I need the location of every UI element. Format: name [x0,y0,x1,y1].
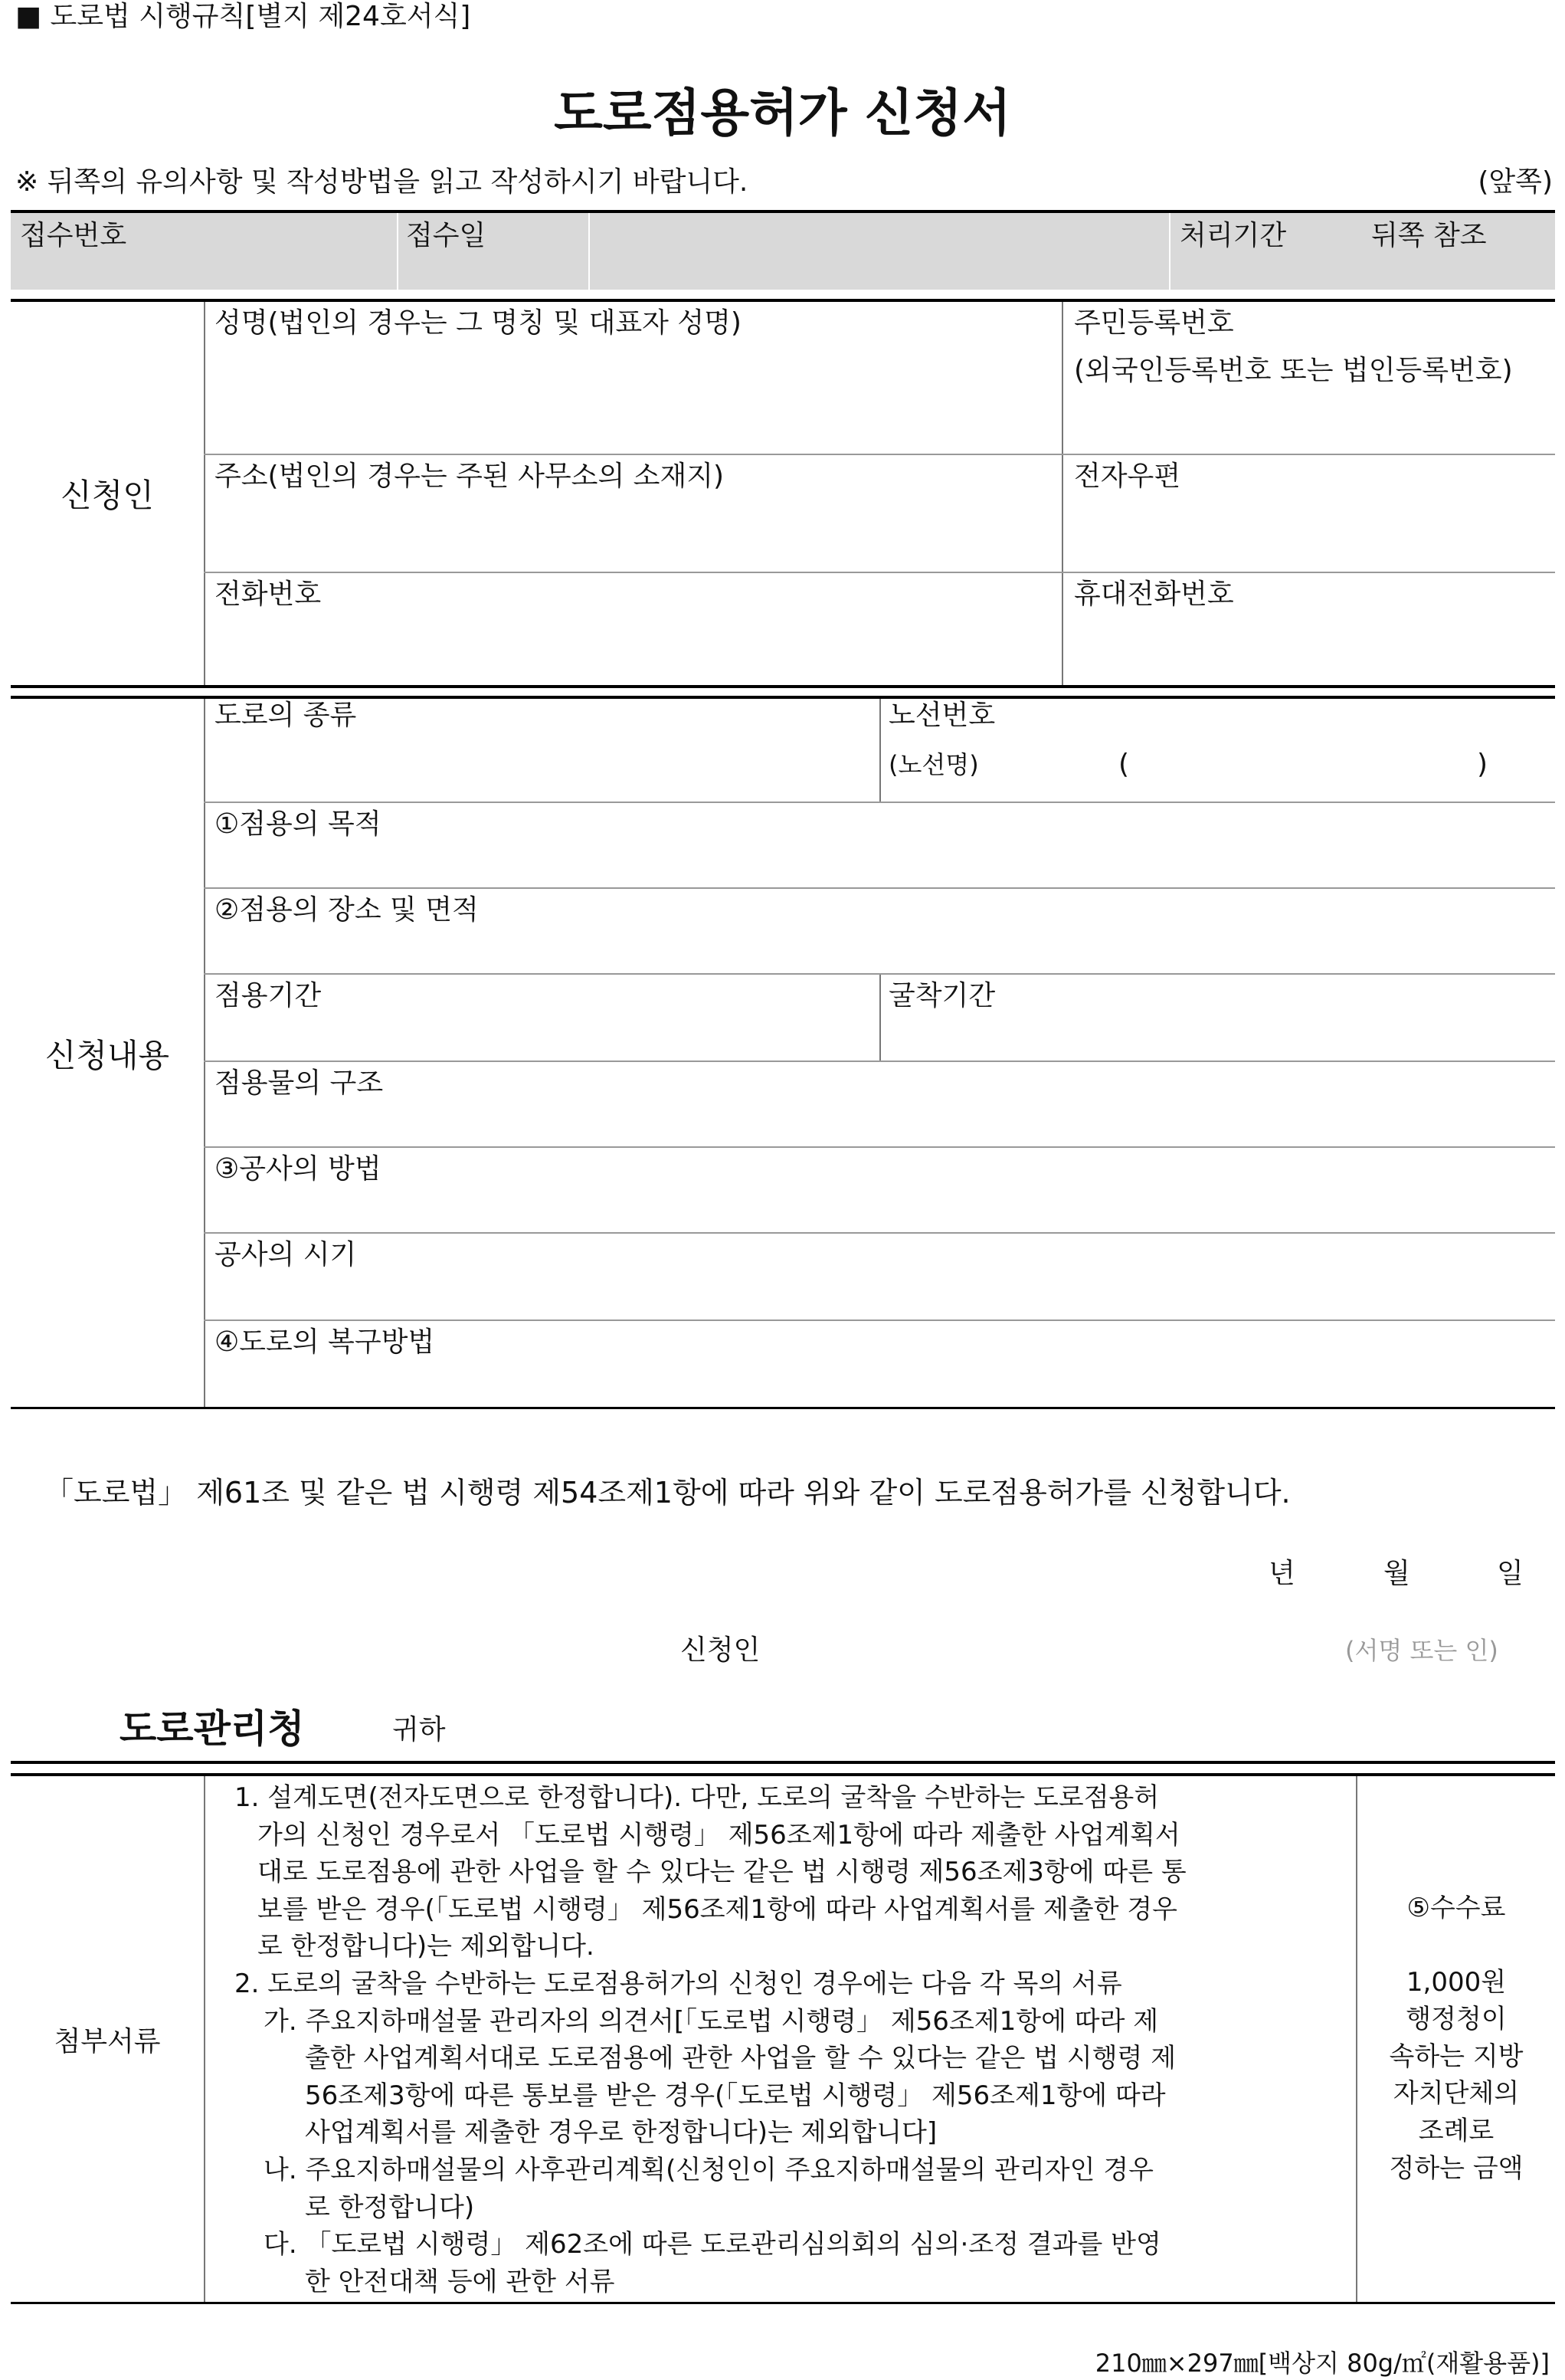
attachment-line: 보를 받은 경우(「도로법 시행령」 제56조제1항에 따라 사업계획서를 제출한 경우 [257,1893,1177,1925]
restoration-method-label: ④도로의 복구방법 [214,1326,435,1358]
paper-spec: 210㎜×297㎜[백상지 80g/㎡(재활용품)] [1095,2349,1550,2378]
fee-line: 행정청이 [1406,2004,1507,2035]
structure-field[interactable] [205,1102,1554,1145]
mobile-label: 휴대전화번호 [1074,579,1234,610]
purpose-label: ①점용의 목적 [214,808,381,840]
route-number-label: 노선번호 [889,700,996,731]
construction-method-field[interactable] [205,1188,1554,1231]
location-area-field[interactable] [205,929,1554,972]
attachment-line: 가. 주요지하매설물 관리자의 의견서[「도로법 시행령」 제56조제1항에 따라 제 [264,2005,1159,2037]
fee-line: 1,000원 [1406,1966,1507,1998]
resident-number-label: 주민등록번호 [1074,307,1234,339]
route-name-open-paren: ( [1118,749,1130,780]
construction-timing-field[interactable] [205,1274,1554,1318]
road-type-label: 도로의 종류 [214,700,357,731]
recipient-label: 도로관리청 [120,1706,305,1751]
attachment-line: 한 안전대책 등에 관한 서류 [305,2266,615,2297]
applicant-section-label: 신청인 [61,477,154,514]
address-label: 주소(법인의 경우는 주된 사무소의 소재지) [214,461,725,492]
attachments-list [214,1779,1348,2300]
attachment-line: 가의 신청인 경우로서 「도로법 시행령」 제56조제1항에 따라 제출한 사업계획서 [257,1819,1180,1851]
receipt-box [11,211,1555,290]
attachments-label: 첨부서류 [54,2025,161,2057]
address-field[interactable] [205,497,1060,570]
route-name-label: (노선명) [889,750,979,779]
declaration-statement: 「도로법」 제61조 및 같은 법 시행령 제54조제1항에 따라 위와 같이 도로점용허가를 신청합니다. [44,1476,1291,1510]
page-title: 도로점용허가 신청서 [554,84,1011,143]
phone-label: 전화번호 [214,579,322,610]
attachment-line: 출한 사업계획서대로 도로점용에 관한 사업을 할 수 있다는 같은 법 시행령 제 [305,2043,1177,2074]
email-field[interactable] [1065,497,1554,570]
mobile-field[interactable] [1065,615,1554,684]
sign-or-seal-label: (서명 또는 인) [1345,1636,1498,1665]
construction-method-label: ③공사의 방법 [214,1153,381,1185]
form-reference: ■ 도로법 시행규칙[별지 제24호서식] [15,1,471,32]
phone-field[interactable] [205,615,1060,684]
fee-line: 조례로 [1418,2115,1495,2146]
fee-line: 자치단체의 [1393,2078,1520,2110]
fee-title: ⑤수수료 [1406,1893,1506,1923]
fee-box [1357,1890,1555,2187]
construction-timing-label: 공사의 시기 [214,1239,357,1270]
restoration-method-field[interactable] [205,1361,1554,1407]
purpose-field[interactable] [205,843,1554,886]
receipt-date-label: 접수일 [406,220,486,251]
attachment-line: 나. 주요지하매설물의 사후관리계획(신청인이 주요지하매설물의 관리자인 경우 [264,2154,1154,2185]
route-name-field[interactable] [1134,751,1471,782]
processing-period-label: 처리기간 [1180,220,1287,251]
occupancy-period-label: 점용기간 [214,980,322,1011]
applicant-name-field[interactable] [205,343,1060,451]
month-label: 월 [1383,1558,1410,1589]
notice-text: ※ 뒤쪽의 유의사항 및 작성방법을 읽고 작성하시기 바랍니다. [15,166,748,198]
attachment-line: 로 한정합니다) [305,2192,475,2223]
attachment-line: 1. 설계도면(전자도면으로 한정합니다). 다만, 도로의 굴착을 수반하는 도로점용허 [234,1782,1160,1813]
processing-period-value: 뒤쪽 참조 [1371,220,1487,251]
day-label: 일 [1497,1558,1524,1589]
attachment-line: 2. 도로의 굴착을 수반하는 도로점용허가의 신청인 경우에는 다음 각 목의 서류 [234,1968,1122,1999]
attachment-line: 56조제3항에 따른 통보를 받은 경우(「도로법 시행령」 제56조제1항에 따라 [305,2080,1166,2111]
signature-name-field[interactable] [774,1632,1325,1669]
honorific-label: 귀하 [392,1714,446,1746]
year-label: 년 [1269,1558,1295,1589]
attachment-line: 대로 도로점용에 관한 사업을 할 수 있다는 같은 법 시행령 제56조제3항에 따른 통 [257,1857,1187,1888]
excavation-period-field[interactable] [882,1015,1554,1059]
road-type-field[interactable] [205,736,878,800]
location-area-label: ②점용의 장소 및 면적 [214,894,479,926]
occupancy-period-field[interactable] [205,1015,878,1059]
page-side-label: (앞쪽) [1478,166,1553,198]
fee-line: 정하는 금액 [1389,2152,1524,2184]
excavation-period-label: 굴착기간 [889,980,996,1011]
attachment-line: 다. 「도로법 시행령」 제62조에 따른 도로관리심의회의 심의·조정 결과를 반영 [264,2229,1161,2260]
signature-applicant-label: 신청인 [680,1634,761,1666]
route-name-close-paren: ) [1477,749,1488,780]
structure-label: 점용물의 구조 [214,1067,384,1099]
resident-number-sub-label: (외국인등록번호 또는 법인등록번호) [1074,355,1513,386]
attachment-line: 로 한정합니다)는 제외합니다. [257,1931,594,1962]
content-section-label: 신청내용 [44,1037,170,1074]
email-label: 전자우편 [1074,461,1181,492]
attachment-line: 사업계획서를 제출한 경우로 한정합니다)는 제외합니다] [305,2117,938,2149]
applicant-name-label: 성명(법인의 경우는 그 명칭 및 대표자 성명) [214,307,742,339]
fee-line: 속하는 지방 [1389,2041,1524,2072]
receipt-number-label: 접수번호 [20,220,127,251]
